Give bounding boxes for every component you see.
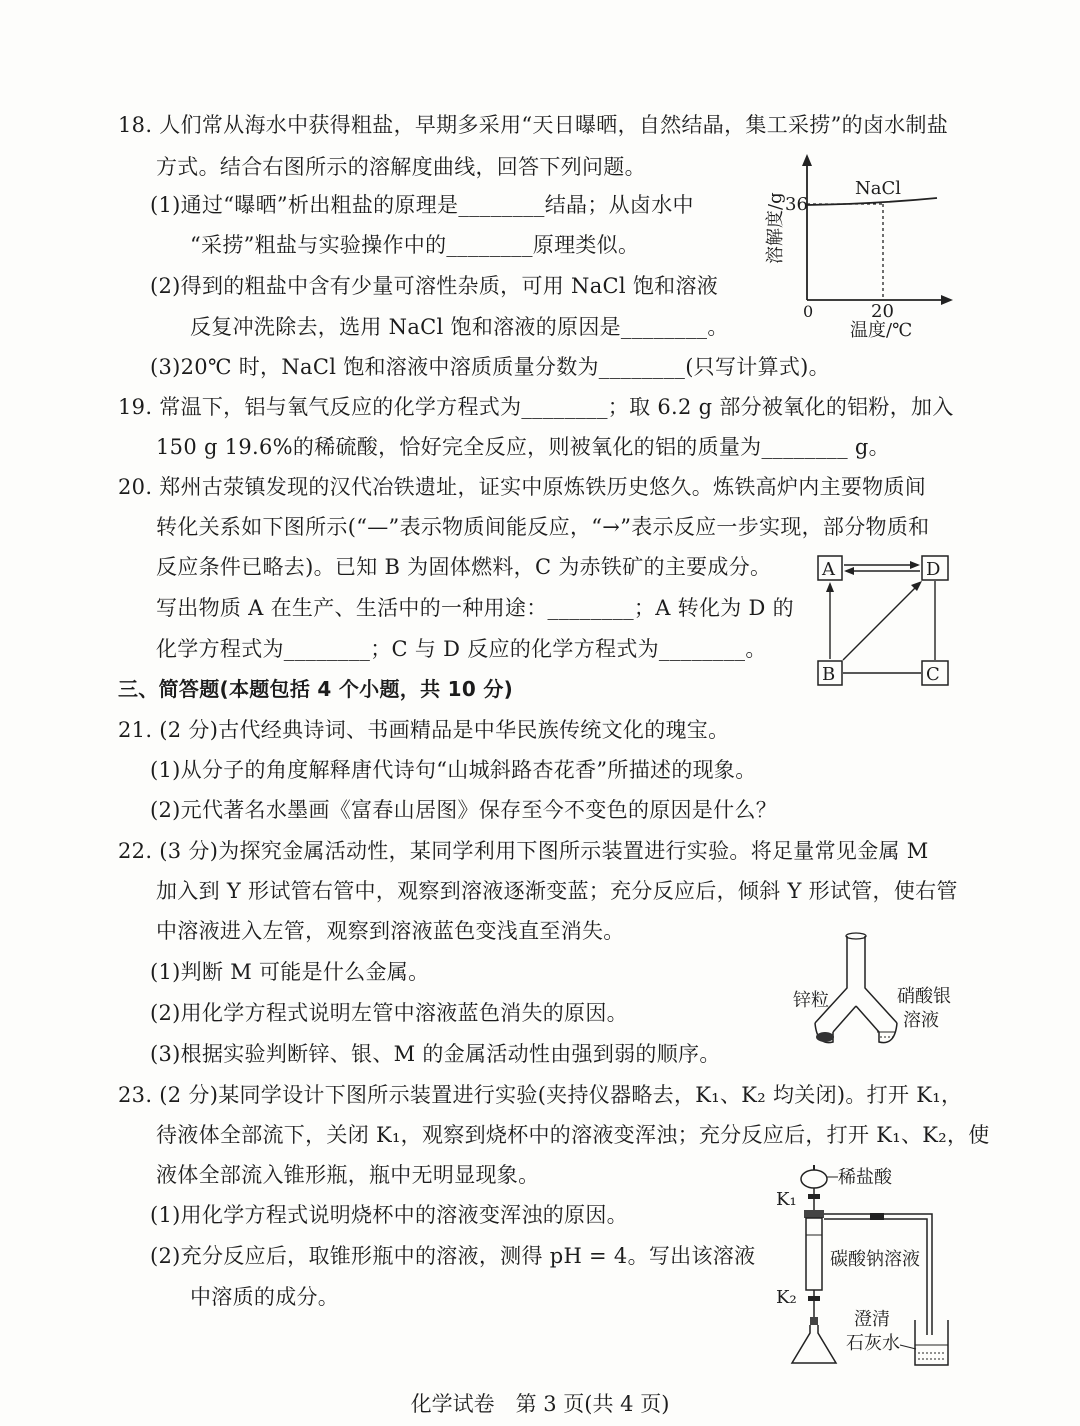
k2-valve [808, 1296, 820, 1301]
q22-part3: (3)根据实验判断锌、银、M 的金属活动性由强到弱的顺序。 [150, 1042, 721, 1066]
label-b: B [822, 664, 836, 685]
q21-line-1: 21. (2 分)古代经典诗词、书画精品是中华民族传统文化的瑰宝。 [118, 718, 730, 742]
conversion-diagram [810, 548, 960, 693]
limewater-label-1: 澄清 [854, 1309, 890, 1330]
y-tick-36: 36 [785, 194, 808, 215]
q23-line-2: 待液体全部流下，关闭 K₁，观察到烧杯中的溶液变浑浊；充分反应后，打开 K₁、K₂，使 [156, 1123, 990, 1147]
arrow-b-to-d [843, 586, 917, 660]
q18-part3: (3)20℃ 时，NaCl 饱和溶液中溶质质量分数为________(只写计算式)。 [150, 355, 830, 379]
q18-part2-line-1: (2)得到的粗盐中含有少量可溶性杂质，可用 NaCl 饱和溶液 [150, 274, 719, 298]
conical-flask [792, 1325, 836, 1363]
carbonate-label: 碳酸钠溶液 [830, 1249, 920, 1270]
y-tube-left-inner [833, 1006, 856, 1032]
q18-line-2: 方式。结合右图所示的溶解度曲线，回答下列问题。 [156, 155, 646, 179]
k2-label: K₂ [776, 1287, 797, 1308]
q22-part1: (1)判断 M 可能是什么金属。 [150, 960, 430, 984]
q19-line-1: 19. 常温下，铝与氧气反应的化学方程式为________；取 6.2 g 部分被氧化的铝粉，加入 [118, 395, 954, 419]
x-axis-label: 温度/℃ [850, 320, 913, 341]
nacl-curve [807, 198, 937, 205]
y-axis-arrow [802, 154, 812, 166]
q23-line-3: 液体全部流入锥形瓶，瓶中无明显现象。 [156, 1163, 540, 1187]
q23-part2-line-1: (2)充分反应后，取锥形瓶中的溶液，测得 pH = 4。写出该溶液 [150, 1244, 756, 1268]
apparatus-figure [770, 1155, 960, 1375]
q23-part1: (1)用化学方程式说明烧杯中的溶液变浑浊的原因。 [150, 1203, 628, 1227]
page-footer: 化学试卷 第 3 页(共 4 页) [410, 1392, 670, 1416]
k1-label: K₁ [776, 1189, 797, 1210]
q20-line-5: 化学方程式为________；C 与 D 反应的化学方程式为________。 [156, 637, 767, 661]
q20-line-3: 反应条件已略去)。已知 B 为固体燃料，C 为赤铁矿的主要成分。 [156, 555, 772, 579]
acid-label: 稀盐酸 [838, 1167, 892, 1188]
section-heading: 三、简答题(本题包括 4 个小题，共 10 分) [118, 677, 514, 701]
q18-line-1: 18. 人们常从海水中获得粗盐，早期多采用“天日曝晒，自然结晶，集工采捞”的卤水制盐 [118, 113, 949, 137]
zinc-granules [816, 1032, 834, 1042]
limewater-label-2: 石灰水 [846, 1333, 900, 1354]
label-a: A [822, 559, 835, 580]
q19-line-2: 150 g 19.6%的稀硫酸，恰好完全反应，则被氧化的铝的质量为________ g。 [156, 435, 890, 459]
column-stopper [804, 1210, 824, 1218]
origin-label: 0 [803, 302, 814, 321]
q23-part2-line-2: 中溶质的成分。 [190, 1285, 340, 1309]
q22-line-3: 中溶液进入左管，观察到溶液蓝色变浅直至消失。 [156, 919, 625, 943]
q18-part2-line-2: 反复冲洗除去，选用 NaCl 饱和溶液的原因是________。 [190, 315, 729, 339]
solubility-chart [755, 150, 965, 345]
q21-part2: (2)元代著名水墨画《富春山居图》保存至今不变色的原因是什么？ [150, 798, 778, 822]
x-tick-20: 20 [871, 301, 894, 322]
q22-part2: (2)用化学方程式说明左管中溶液蓝色消失的原因。 [150, 1001, 628, 1025]
q18-part1-line-2: “采捞”粗盐与实验操作中的________原理类似。 [190, 233, 640, 257]
silver-nitrate-label-2: 溶液 [903, 1010, 939, 1031]
q20-line-4: 写出物质 A 在生产、生活中的一种用途：________；A 转化为 D 的 [156, 596, 794, 620]
q20-line-1: 20. 郑州古荥镇发现的汉代冶铁遗址，证实中原炼铁历史悠久。炼铁高炉内主要物质间 [118, 475, 927, 499]
y-axis-label: 溶解度/g [765, 192, 786, 264]
y-tube-right-inner [856, 1006, 879, 1032]
q23-line-1: 23. (2 分)某同学设计下图所示装置进行实验(夹持仪器略去，K₁、K₂ 均关闭)。打开 K₁， [118, 1083, 963, 1107]
label-d: D [926, 559, 941, 580]
y-tube-figure [785, 928, 960, 1053]
label-c: C [926, 664, 940, 685]
q18-part1-line-1: (1)通过“曝晒”析出粗盐的原理是________结晶；从卤水中 [150, 193, 694, 217]
silver-nitrate-label-1: 硝酸银 [897, 986, 951, 1007]
k1-valve [808, 1194, 820, 1199]
q22-line-1: 22. (3 分)为探究金属活动性，某同学利用下图所示装置进行实验。将足量常见金属 M [118, 839, 929, 863]
curve-label: NaCl [855, 178, 902, 199]
zinc-label: 锌粒 [793, 990, 829, 1011]
y-tube-right-outer [865, 936, 897, 1023]
x-axis-arrow [941, 295, 953, 305]
q20-line-2: 转化关系如下图所示(“—”表示物质间能反应，“→”表示反应一步实现，部分物质和 [156, 515, 930, 539]
funnel-bulb [801, 1170, 827, 1188]
reaction-column [806, 1218, 822, 1290]
q22-line-2: 加入到 Y 形试管右管中，观察到溶液逐渐变蓝；充分反应后，倾斜 Y 形试管，使右管 [156, 879, 958, 903]
q21-part1: (1)从分子的角度解释唐代诗句“山城斜路杏花香”所描述的现象。 [150, 758, 757, 782]
